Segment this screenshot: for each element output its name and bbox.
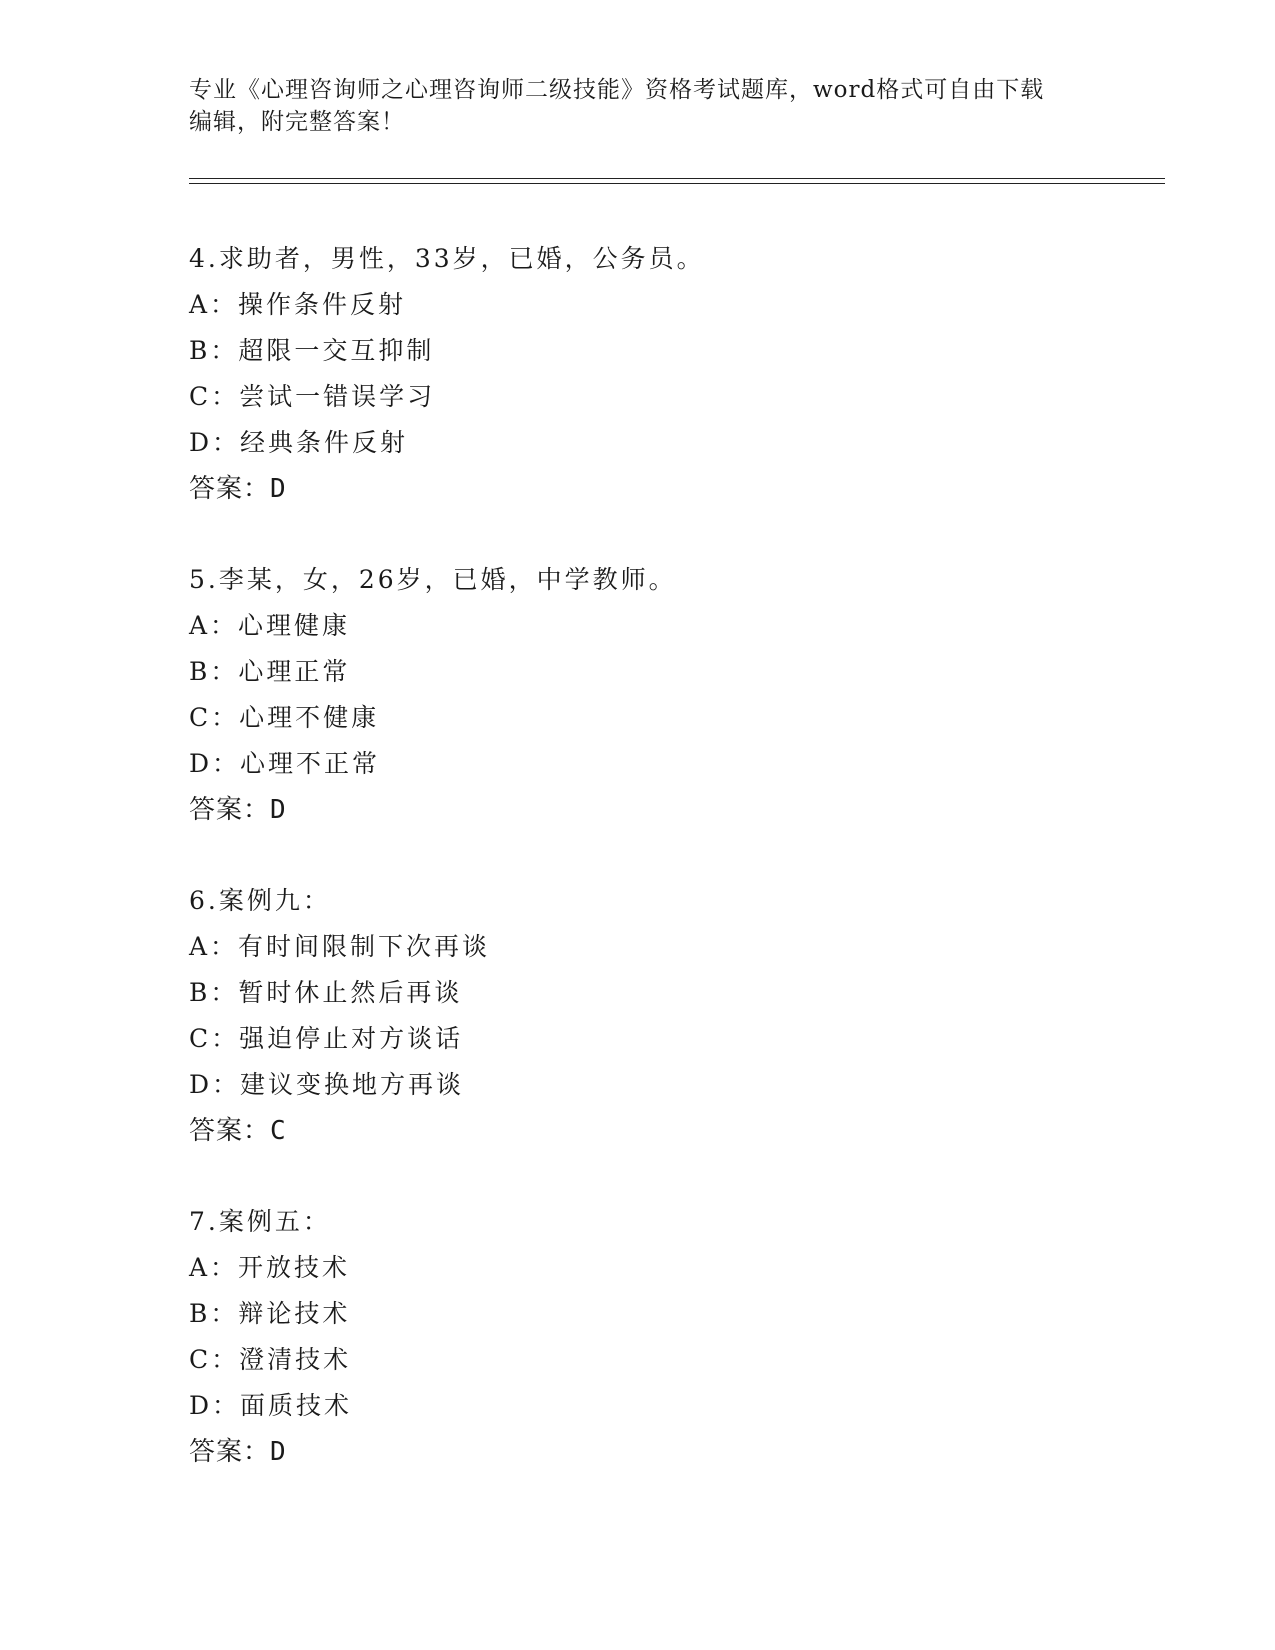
question-4 [189, 236, 1089, 512]
question-stem: 5.李某，女，26岁，已婚，中学教师。 [189, 565, 677, 594]
option-d: D：建议变换地方再谈 [189, 1070, 465, 1099]
option-c: C：强迫停止对方谈话 [189, 1024, 464, 1053]
option-a: A：有时间限制下次再谈 [189, 932, 491, 961]
option-b: B：心理正常 [189, 657, 351, 686]
option-d: D：心理不正常 [189, 749, 381, 778]
question-6 [189, 878, 1089, 1154]
answer-line [189, 1108, 1089, 1154]
header-divider-top [189, 178, 1165, 179]
question-5 [189, 557, 1089, 833]
answer-line [189, 787, 1089, 833]
answer-label: 答案： [189, 1116, 271, 1146]
option-c: C：尝试一错误学习 [189, 382, 436, 411]
option-b: B：暂时休止然后再谈 [189, 978, 463, 1007]
document-header [189, 74, 1089, 138]
answer-label: 答案： [189, 795, 271, 825]
question-stem: 4.求助者，男性，33岁，已婚，公务员。 [189, 244, 705, 273]
answer-value: D [270, 795, 286, 825]
option-c: C：心理不健康 [189, 703, 380, 732]
header-line-1: 专业《心理咨询师之心理咨询师二级技能》资格考试题库，word格式可自由下载 [189, 77, 1045, 103]
question-7 [189, 1199, 1089, 1475]
answer-label: 答案： [189, 474, 271, 504]
header-line-2: 编辑，附完整答案！ [189, 109, 405, 135]
answer-value: D [270, 474, 286, 504]
option-d: D：经典条件反射 [189, 428, 409, 457]
question-stem: 6.案例九： [189, 886, 331, 915]
option-a: A：心理健康 [189, 611, 351, 640]
answer-value: D [270, 1437, 286, 1467]
option-a: A：操作条件反射 [189, 290, 407, 319]
answer-line [189, 1429, 1089, 1475]
option-b: B：辩论技术 [189, 1299, 351, 1328]
option-b: B：超限一交互抑制 [189, 336, 435, 365]
answer-line [189, 466, 1089, 512]
answer-value: C [270, 1116, 286, 1146]
option-a: A：开放技术 [189, 1253, 351, 1282]
header-divider-bottom [189, 183, 1165, 184]
option-d: D：面质技术 [189, 1391, 353, 1420]
answer-label: 答案： [189, 1437, 271, 1467]
question-stem: 7.案例五： [189, 1207, 331, 1236]
option-c: C：澄清技术 [189, 1345, 352, 1374]
